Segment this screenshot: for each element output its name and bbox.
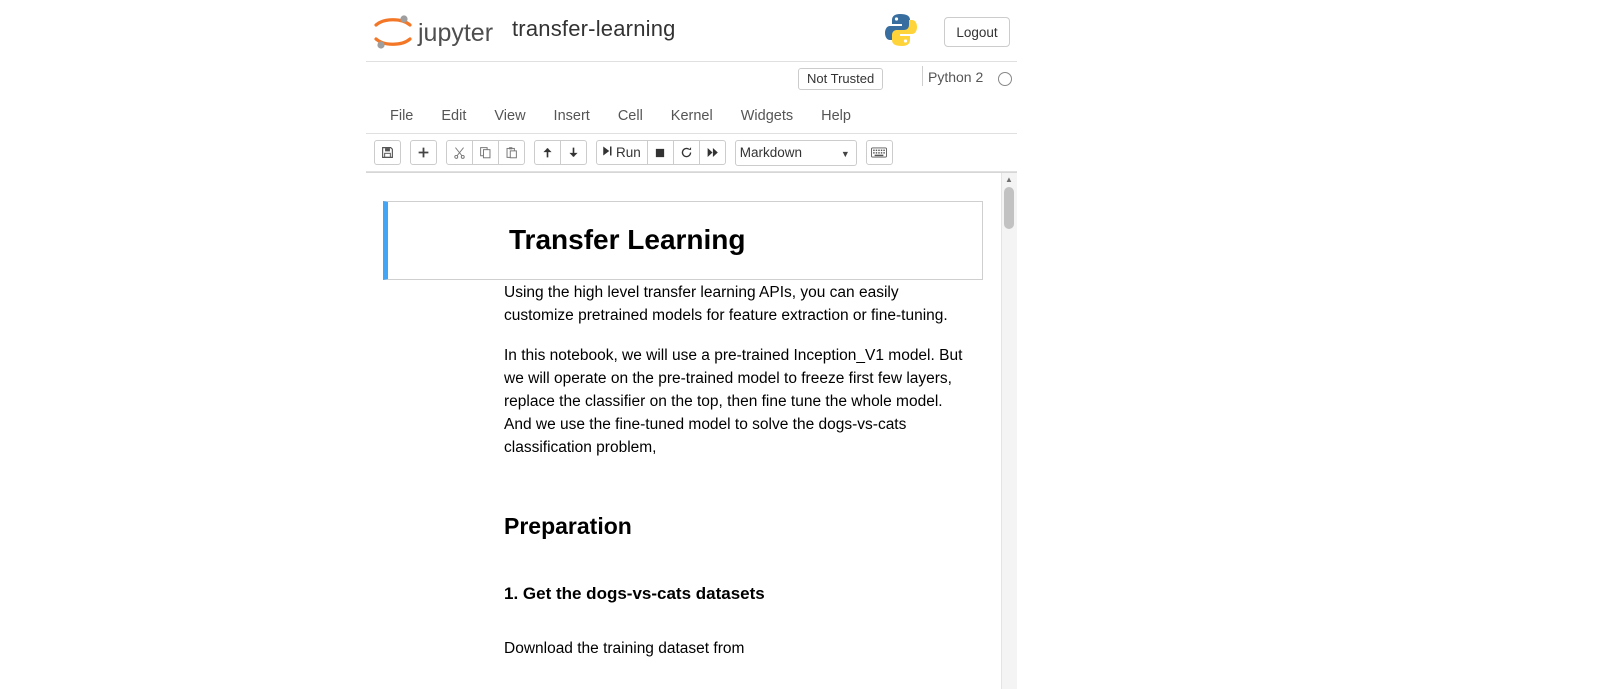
- notebook-title[interactable]: transfer-learning: [512, 16, 676, 41]
- cell-spacer: [504, 477, 969, 503]
- menu-item-widgets[interactable]: Widgets: [740, 108, 794, 124]
- cell-type-select[interactable]: [735, 140, 857, 166]
- notebook-h2-heading: Preparation: [504, 512, 632, 539]
- svg-text:jupyter: jupyter: [418, 19, 494, 47]
- markdown-cell-title-content: [396, 222, 974, 257]
- cell-spacer-3: [504, 612, 969, 638]
- kernel-idle-circle-icon[interactable]: [998, 72, 1012, 86]
- status-row: [366, 62, 1017, 99]
- menu-item-view[interactable]: View: [494, 108, 526, 124]
- cell-type-select-wrap: [735, 140, 866, 166]
- menubar: [366, 99, 1017, 134]
- keyboard-icon[interactable]: [866, 140, 893, 165]
- vertical-scrollbar[interactable]: [1001, 173, 1017, 689]
- menu-item-edit[interactable]: Edit: [441, 108, 467, 124]
- notebook-window: [366, 0, 1017, 685]
- markdown-cell-intro-content: [391, 282, 975, 661]
- arrow-down-icon[interactable]: [560, 140, 587, 165]
- restart-circle-icon[interactable]: [673, 140, 700, 165]
- plus-icon[interactable]: [410, 140, 437, 165]
- arrow-up-icon[interactable]: [534, 140, 561, 165]
- toolbar-group-clipboard: [446, 140, 525, 165]
- scroll-up-arrow-icon[interactable]: ▲: [1005, 175, 1013, 184]
- jupyter-logo[interactable]: [372, 12, 506, 52]
- notebook-h3-heading: 1. Get the dogs-vs-cats datasets: [504, 583, 765, 603]
- notebook-body: [366, 172, 1017, 689]
- menu-item-kernel[interactable]: Kernel: [670, 108, 713, 124]
- markdown-cell-intro[interactable]: [383, 280, 983, 680]
- scissors-icon[interactable]: [446, 140, 473, 165]
- toolbar-group-move: [534, 140, 587, 165]
- toolbar-group-save: [374, 140, 401, 165]
- menu-item-file[interactable]: File: [390, 108, 414, 124]
- paste-icon[interactable]: [498, 140, 525, 165]
- toolbar-group-palette: [866, 140, 893, 165]
- toolbar-group-add: [410, 140, 437, 165]
- copy-icon[interactable]: [472, 140, 499, 165]
- notebook-h1-heading: Transfer Learning: [509, 224, 746, 255]
- toolbar-group-run: [596, 140, 726, 165]
- intro-paragraph-2: In this notebook, we will use a pre-trained Inception_V1 model. But we will operate on the pre-trained model to freeze first few layers, replace the classifier on the top, then fine tune the whole model. And we use the fine-tuned model to solve the dogs-vs-cats classification problem,: [504, 346, 963, 456]
- fast-forward-icon[interactable]: [699, 140, 726, 165]
- save-disk-icon[interactable]: [374, 140, 401, 165]
- stop-square-icon[interactable]: [647, 140, 674, 165]
- menu-item-help[interactable]: Help: [821, 108, 851, 124]
- notebook-header: [366, 0, 1017, 62]
- cell-spacer-2: [504, 550, 969, 576]
- python-logo-icon: [884, 12, 918, 48]
- trailing-paragraph: Download the training dataset from: [504, 639, 745, 657]
- kernel-name-label: Python 2: [928, 69, 984, 85]
- kernel-divider: [922, 66, 923, 86]
- chevron-down-icon: ▼: [840, 148, 850, 159]
- notebook-cells: [366, 173, 1001, 689]
- markdown-cell-title[interactable]: [383, 201, 983, 280]
- scrollbar-thumb[interactable]: [1004, 187, 1014, 229]
- run-cell-button[interactable]: [596, 140, 648, 165]
- intro-paragraph-1: Using the high level transfer learning APIs, you can easily customize pretrained models for feature extraction or fine-tuning.: [504, 284, 948, 324]
- menu-item-insert[interactable]: Insert: [553, 108, 590, 124]
- jupyter-logo-icon: [372, 12, 506, 52]
- run-play-icon: [601, 145, 613, 160]
- trust-status-badge[interactable]: Not Trusted: [798, 68, 883, 90]
- run-label: Run: [616, 145, 641, 160]
- menu-item-cell[interactable]: Cell: [617, 108, 643, 124]
- toolbar: [366, 134, 1017, 172]
- logout-button[interactable]: Logout: [944, 17, 1010, 47]
